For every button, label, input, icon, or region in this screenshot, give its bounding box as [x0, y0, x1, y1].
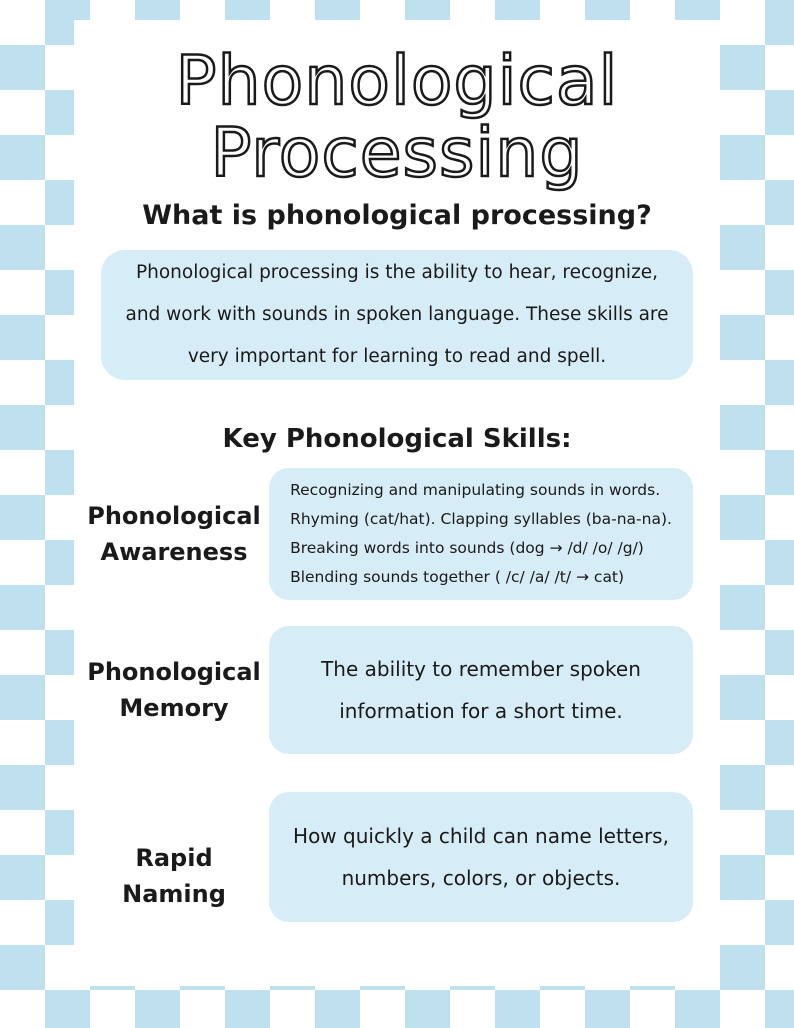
intro-line-1: Phonological processing is the ability to hear, recognize, [135, 262, 659, 283]
intro-line-3: very important for learning to read and spell. [187, 346, 607, 367]
list-item: Breaking words into sounds (dog → /d/ /o/ /g/) [290, 539, 644, 557]
worksheet-content [74, 20, 720, 986]
page-title-line-2: Processing [210, 114, 584, 193]
description-line-2: information for a short time. [339, 699, 623, 723]
intro-text [125, 252, 668, 378]
intro-line-2: and work with sounds in spoken language. These skills are [125, 304, 669, 325]
description-line-1: The ability to remember spoken [321, 657, 641, 681]
skill-description [321, 648, 641, 732]
description-line-1: How quickly a child can name letters, [293, 824, 669, 848]
skill-box-rapid-naming [269, 792, 693, 922]
description-line-2: numbers, colors, or objects. [341, 866, 621, 890]
skill-label-line-2: Memory [119, 694, 229, 722]
question-heading: What is phonological processing? [142, 200, 652, 231]
skills-heading: Key Phonological Skills: [222, 424, 572, 454]
list-item: Recognizing and manipulating sounds in words. [290, 481, 661, 499]
skill-box-phonological-memory [269, 626, 693, 754]
list-item: Rhyming (cat/hat). Clapping syllables (ba-na-na). [290, 510, 672, 528]
list-item: Blending sounds together ( /c/ /a/ /t/ → cat) [290, 568, 625, 586]
skill-label-line-1: Phonological [87, 658, 261, 686]
awareness-list [290, 476, 672, 592]
skill-label-line-2: Awareness [100, 538, 248, 566]
skill-label-line-1: Phonological [87, 502, 261, 530]
skill-label-rapid-naming: Rapid Naming [122, 844, 226, 908]
skill-label-phonological-memory [84, 654, 264, 726]
page-title-line-1: Phonological [175, 42, 619, 121]
skill-box-phonological-awareness [269, 468, 693, 600]
skill-description [293, 815, 669, 899]
intro-box [101, 250, 693, 380]
skill-label-phonological-awareness [84, 498, 264, 570]
